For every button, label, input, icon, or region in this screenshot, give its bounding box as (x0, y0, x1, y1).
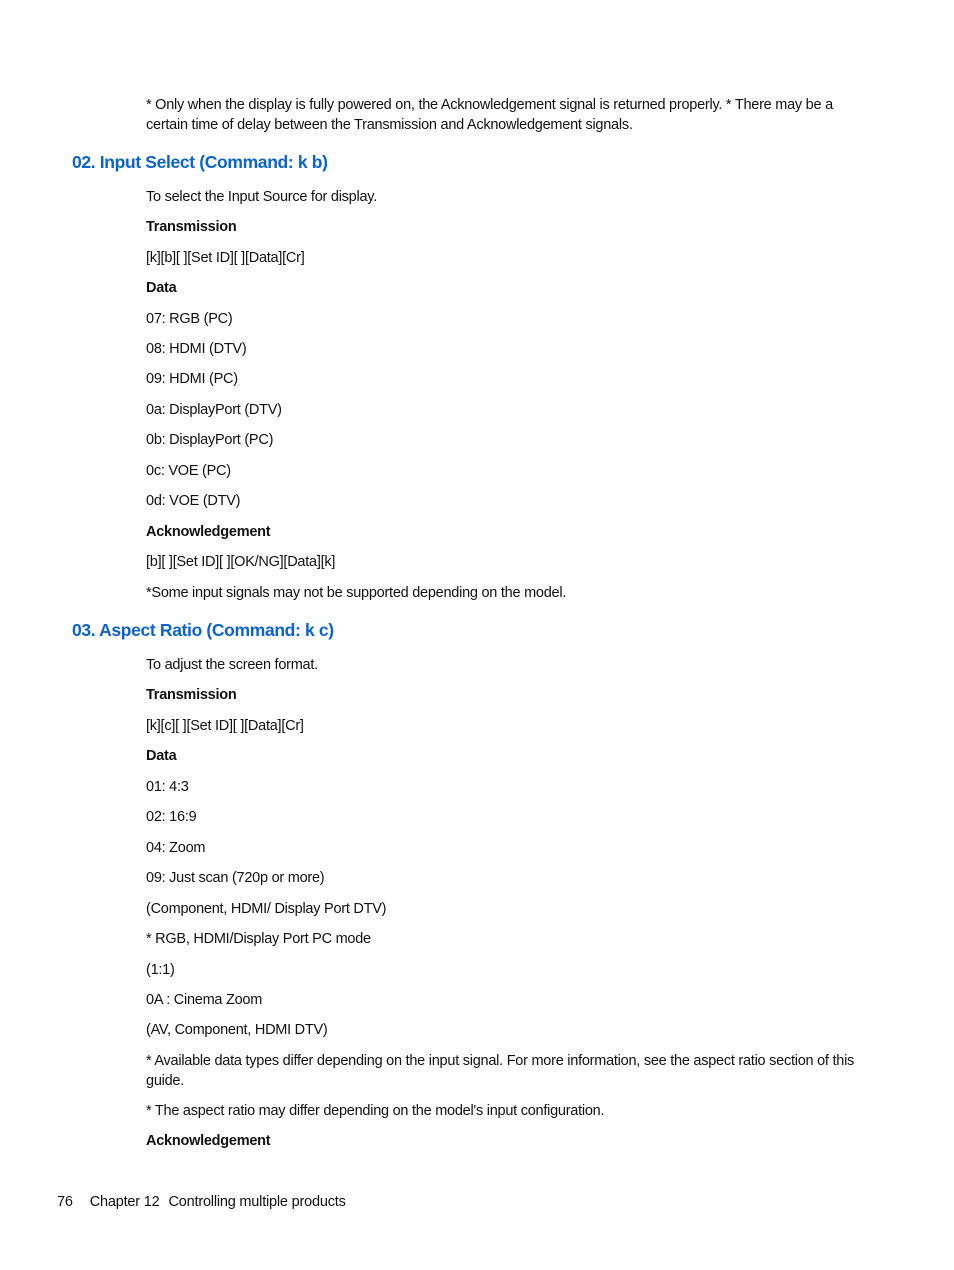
aspect-ratio-data-item: 0A : Cinema Zoom (146, 992, 263, 1008)
input-select-description: To select the Input Source for display. (146, 189, 377, 205)
footer-chapter: Chapter 12 (89, 1194, 160, 1210)
input-select-data-item: 0b: DisplayPort (PC) (146, 432, 274, 448)
aspect-ratio-note: * Available data types differ depending on the input signal. For more information, see the aspect ratio section of this guide. (146, 1053, 855, 1089)
input-select-transmission-value: [k][b][ ][Set ID][ ][Data][Cr] (146, 250, 305, 266)
input-select-data-item: 07: RGB (PC) (146, 311, 233, 327)
page-footer (57, 1192, 346, 1212)
section-heading-input-select: 02. Input Select (Command: k b) (72, 152, 328, 172)
input-select-data-item: 08: HDMI (DTV) (146, 341, 247, 357)
aspect-ratio-data-item: 04: Zoom (146, 840, 206, 856)
input-select-data-label: Data (146, 280, 177, 296)
aspect-ratio-data-item: * RGB, HDMI/Display Port PC mode (146, 931, 371, 947)
input-select-ack-value: [b][ ][Set ID][ ][OK/NG][Data][k] (146, 554, 336, 570)
input-select-transmission-label: Transmission (146, 219, 237, 235)
section-heading-aspect-ratio: 03. Aspect Ratio (Command: k c) (72, 620, 334, 640)
aspect-ratio-data-item: (AV, Component, HDMI DTV) (146, 1022, 328, 1038)
input-select-data-item: 0a: DisplayPort (DTV) (146, 402, 282, 418)
intro-note: * Only when the display is fully powered on, the Acknowledgement signal is returned properly. * There may be a certain time of delay between the Transmission and Acknowledgement signals. (146, 97, 833, 133)
aspect-ratio-transmission-value: [k][c][ ][Set ID][ ][Data][Cr] (146, 718, 304, 734)
input-select-ack-label: Acknowledgement (146, 524, 271, 540)
input-select-data-item: 0d: VOE (DTV) (146, 493, 241, 509)
aspect-ratio-ack-label: Acknowledgement (146, 1133, 271, 1149)
aspect-ratio-data-label: Data (146, 748, 177, 764)
aspect-ratio-data-item: (Component, HDMI/ Display Port DTV) (146, 901, 387, 917)
aspect-ratio-data-item: 02: 16:9 (146, 809, 197, 825)
input-select-data-item: 0c: VOE (PC) (146, 463, 231, 479)
input-select-data-item: 09: HDMI (PC) (146, 371, 238, 387)
aspect-ratio-data-item: 01: 4:3 (146, 779, 189, 795)
input-select-note: *Some input signals may not be supported depending on the model. (146, 585, 567, 601)
footer-chapter-title: Controlling multiple products (168, 1194, 346, 1210)
aspect-ratio-note: * The aspect ratio may differ depending on the model's input configuration. (146, 1103, 605, 1119)
page-number: 76 (57, 1194, 73, 1210)
aspect-ratio-transmission-label: Transmission (146, 687, 237, 703)
aspect-ratio-data-item: 09: Just scan (720p or more) (146, 870, 325, 886)
aspect-ratio-description: To adjust the screen format. (146, 657, 318, 673)
aspect-ratio-data-item: (1:1) (146, 962, 175, 978)
